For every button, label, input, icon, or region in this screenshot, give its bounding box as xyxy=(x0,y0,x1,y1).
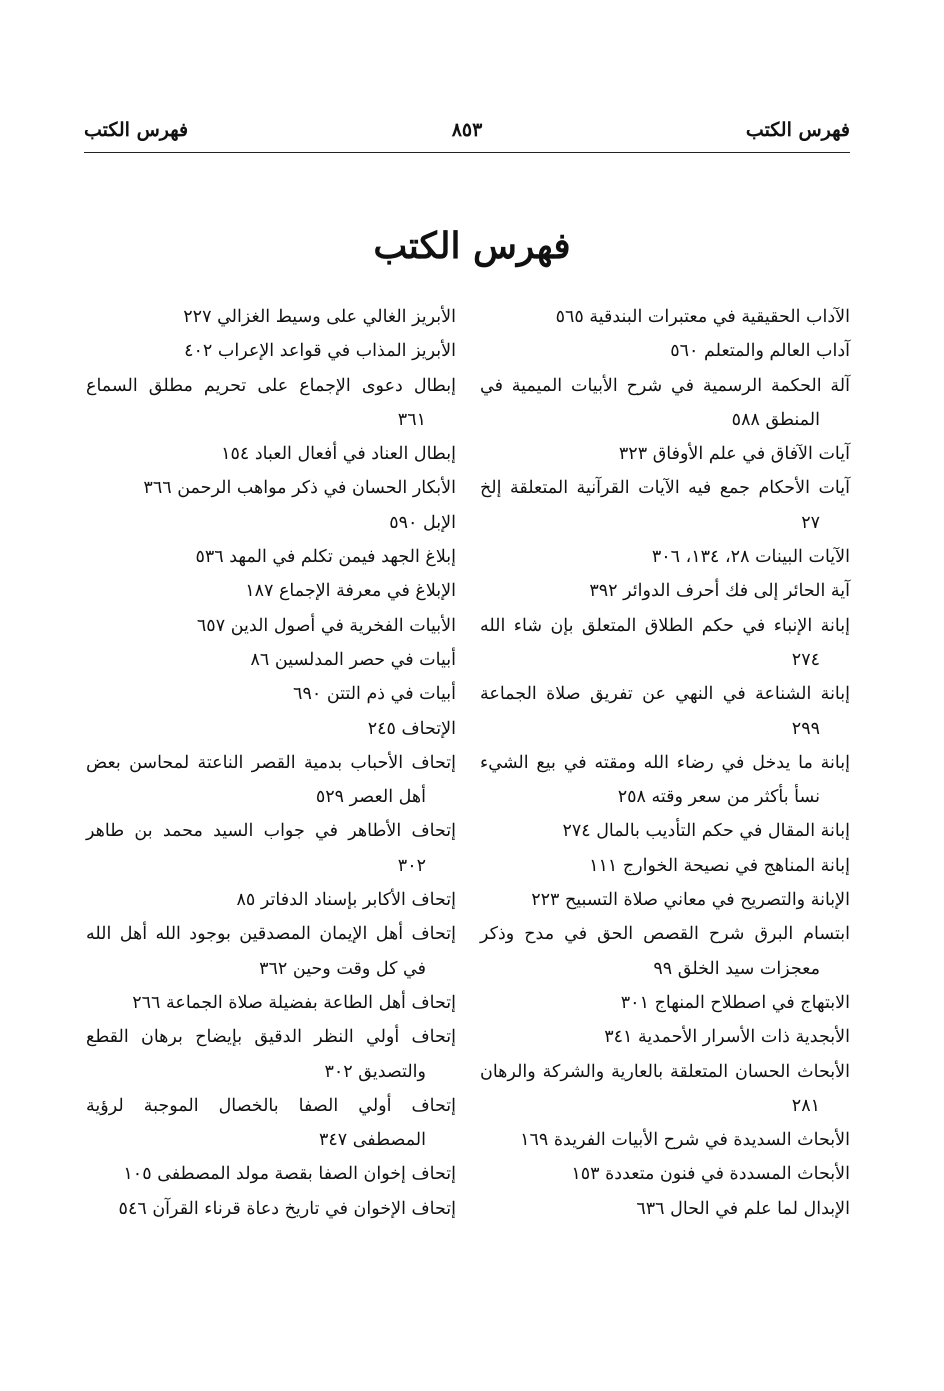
index-entry xyxy=(86,712,456,746)
index-entry-title: الإبانة والتصريح في معاني صلاة التسبيح xyxy=(564,890,850,911)
index-entry-page: ٣٠٢ xyxy=(397,855,426,876)
index-entry-page: ٥٦٥ xyxy=(555,307,584,327)
index-entry xyxy=(86,917,456,986)
index-entry-page: ٢٢٧ xyxy=(183,307,212,327)
index-entry xyxy=(480,437,850,471)
index-entry-title: إبطال دعوى الإجماع على تحريم مطلق السماع xyxy=(86,375,456,396)
index-entry-page: ٢٥٨ xyxy=(617,787,646,808)
index-entry-page: ٣٤٧ xyxy=(318,1130,348,1151)
index-entry-page: ٥٩٠ xyxy=(389,512,418,533)
index-entry-page: ٥٨٨ xyxy=(731,409,760,430)
index-entry-page: ٢٧ xyxy=(801,512,820,533)
running-header-left: فهرس الكتب xyxy=(84,119,189,141)
index-entry xyxy=(480,471,850,540)
index-entry-page: ١٥٣ xyxy=(571,1164,600,1185)
index-entry xyxy=(480,1055,850,1124)
index-entry-page: ٦٣٦ xyxy=(636,1198,665,1219)
index-entry-title: الإبلاغ في معرفة الإجماع xyxy=(278,581,456,602)
index-entry-title: الأبجدية ذات الأسرار الأحمدية xyxy=(638,1027,850,1048)
index-entry-page: ٨٦ xyxy=(250,649,270,670)
index-entry-page: ٢٦٦ xyxy=(132,992,161,1013)
index-entry-page: ٦٥٧ xyxy=(196,615,226,636)
index-entry xyxy=(86,369,456,438)
index-entry xyxy=(480,883,850,917)
index-entry-title: آداب العالم والمتعلم xyxy=(704,341,850,362)
index-entry xyxy=(86,506,456,540)
index-entry-title: آيات الآفاق في علم الأوفاق xyxy=(652,444,850,465)
index-entry xyxy=(480,369,850,438)
index-entry xyxy=(86,334,456,368)
index-column-right xyxy=(480,300,850,1226)
index-entry xyxy=(480,1192,850,1226)
running-header-right: فهرس الكتب xyxy=(745,119,850,141)
index-entry-page: ٣٠١ xyxy=(620,992,649,1013)
index-entry-title: إتحاف الإخوان في تاريخ دعاة قرناء القرآن xyxy=(152,1198,456,1219)
index-entry-title: إتحاف الأحباب بدمية القصر الناعتة لمحاسن بعض أهل العصر xyxy=(86,752,456,808)
index-entry xyxy=(86,746,456,815)
index-entry-title: الأبحاث الحسان المتعلقة بالعارية والشركة والرهان xyxy=(480,1061,850,1082)
index-entry-title: إبانة الإنباء في حكم الطلاق المتعلق بإن شاء الله xyxy=(480,615,850,636)
index-entry xyxy=(480,677,850,746)
index-entry-page: ١٥٤ xyxy=(221,444,250,465)
index-entry-title: إبطال العناد في أفعال العباد xyxy=(254,444,456,465)
index-entry xyxy=(480,574,850,608)
index-entry-title: آيات الأحكام جمع فيه الآيات القرآنية المتعلقة إلخ xyxy=(480,478,850,499)
index-entry-title: الابتهاج في اصطلاح المنهاج xyxy=(654,992,850,1013)
index-entry xyxy=(480,1123,850,1157)
index-entry xyxy=(86,1020,456,1089)
index-entry-page: ١١١ xyxy=(589,855,618,876)
index-entry-title: أبيات في ذم التتن xyxy=(326,684,456,705)
index-entry-title: الآيات البينات xyxy=(755,547,850,568)
index-entry-title: إتحاف الأطاهر في جواب السيد محمد بن طاهر xyxy=(86,821,456,842)
index-entry xyxy=(480,986,850,1020)
index-entry xyxy=(86,1192,456,1226)
page-title: فهرس الكتب xyxy=(373,225,571,267)
page-number: ٨٥٣ xyxy=(451,119,483,141)
index-entry-title: إتحاف الأكابر بإسناد الدفاتر xyxy=(260,890,456,911)
index-entry-page: ٢٧٤ xyxy=(791,649,820,670)
index-entry-title: إتحاف إخوان الصفا بقصة مولد المصطفى xyxy=(157,1164,456,1185)
index-entry-page: ٥٣٦ xyxy=(195,547,224,568)
index-entry-page: ٢٧٤ xyxy=(562,821,591,842)
index-entry-title: الأبيات الفخرية في أصول الدين xyxy=(230,615,456,636)
index-entry-page: ٣٢٣ xyxy=(618,444,648,465)
index-entry-page: ٤٠٢ xyxy=(184,341,213,362)
running-header xyxy=(84,112,850,153)
index-entry-title: الأبريز المذاب في قواعد الإعراب xyxy=(217,341,456,362)
index-entry xyxy=(86,1157,456,1191)
index-entry-title: آية الحائر إلى فك أحرف الدوائر xyxy=(623,581,850,602)
index-entry-title: إبانة المقال في حكم التأديب بالمال xyxy=(596,821,850,842)
index-entry xyxy=(86,471,456,505)
index-entry-title: الأبحاث السديدة في شرح الأبيات الفريدة xyxy=(553,1130,850,1151)
index-entry xyxy=(480,1157,850,1191)
index-entry-page: ٥٤٦ xyxy=(118,1198,147,1219)
index-entry xyxy=(480,917,850,986)
index-entry-page: ٣٦٦ xyxy=(143,478,172,499)
index-entry xyxy=(480,300,850,334)
index-entry-title: الأبحاث المسددة في فنون متعددة xyxy=(605,1164,850,1185)
index-entry-title: إتحاف أهل الإيمان المصدقين بوجود الله أهل الله في كل وقت وحين xyxy=(86,924,456,979)
index-entry-page: ٢٤٥ xyxy=(367,718,396,739)
index-entry-page: ٥٦٠ xyxy=(670,341,699,362)
index-entry-title: ابتسام البرق شرح القصص الحق في مدح وذكر معجزات سيد الخلق xyxy=(480,924,850,979)
index-entry xyxy=(480,849,850,883)
index-entry-title: إتحاف أولي النظر الدقيق بإيضاح برهان القطع والتصديق xyxy=(86,1027,456,1082)
index-entry-page: ٣٦٢ xyxy=(259,958,288,979)
index-entry-title: الإتحاف xyxy=(401,718,456,739)
index-entry-page: ٣٤١ xyxy=(604,1027,633,1048)
index-entry xyxy=(480,540,850,574)
index-entry xyxy=(86,540,456,574)
index-entry xyxy=(86,1089,456,1158)
index-entry xyxy=(86,986,456,1020)
index-entry-title: آلة الحكمة الرسمية في شرح الأبيات الميمية في المنطق xyxy=(480,375,850,430)
index-entry xyxy=(480,746,850,815)
index-entry-title: إبانة المناهج في نصيحة الخوارج xyxy=(622,855,850,876)
index-entry-title: إتحاف أهل الطاعة بفضيلة صلاة الجماعة xyxy=(166,992,456,1013)
index-entry-title: الآداب الحقيقية في معتبرات البندقية xyxy=(589,307,850,327)
index-entry xyxy=(86,814,456,883)
index-entry xyxy=(86,677,456,711)
index-entry xyxy=(480,334,850,368)
index-entry-page: ٢٢٣ xyxy=(531,890,560,911)
index-entry-title: أبيات في حصر المدلسين xyxy=(274,649,456,670)
index-entry-page: ٣٩٢ xyxy=(589,581,618,602)
index-entry xyxy=(86,609,456,643)
index-entry-title: الأبكار الحسان في ذكر مواهب الرحمن xyxy=(177,478,456,499)
index-entry-page: ١٨٧ xyxy=(245,581,274,602)
index-entry xyxy=(86,643,456,677)
index-entry xyxy=(480,814,850,848)
index-entry-title: إتحاف أولي الصفا بالخصال الموجبة لرؤية المصطفى xyxy=(86,1095,456,1151)
index-entry-page: ٣٦١ xyxy=(397,409,426,430)
index-entry xyxy=(86,574,456,608)
index-entry-title: إبانة الشناعة في النهي عن تفريق صلاة الجماعة xyxy=(480,684,850,705)
index-entry-title: إبلاغ الجهد فيمن تكلم في المهد xyxy=(229,547,456,568)
index-entry-page: ٥٢٩ xyxy=(315,787,345,808)
index-entry-page: ٩٩ xyxy=(653,958,673,979)
index-entry-page: ٨٥ xyxy=(236,890,256,911)
index-entry-title: الإبدال لما علم في الحال xyxy=(670,1198,850,1219)
index-entry xyxy=(86,300,456,334)
index-column-left xyxy=(86,300,456,1226)
index-entry xyxy=(480,609,850,678)
index-entry xyxy=(480,1020,850,1054)
index-entry-title: إبانة ما يدخل في رضاء الله ومقته في بيع الشيء نسأ بأكثر من سعر وقته xyxy=(480,752,850,808)
index-entry-page: ٦٩٠ xyxy=(293,684,322,705)
index-entry xyxy=(86,883,456,917)
index-entry-page: ٣٠٢ xyxy=(324,1061,353,1082)
index-entry-page: ٢٩٩ xyxy=(791,718,820,739)
index-entry-page: ٢٨، ١٣٤، ٣٠٦ xyxy=(651,547,750,568)
index-entry-page: ١٦٩ xyxy=(520,1130,549,1151)
index-entry-title: الأبريز الغالي على وسيط الغزالي xyxy=(217,307,456,327)
index-entry xyxy=(86,437,456,471)
index-entry-page: ١٠٥ xyxy=(123,1164,152,1185)
index-entry-page: ٢٨١ xyxy=(791,1095,820,1116)
index-entry-title: الإبل xyxy=(423,512,456,533)
